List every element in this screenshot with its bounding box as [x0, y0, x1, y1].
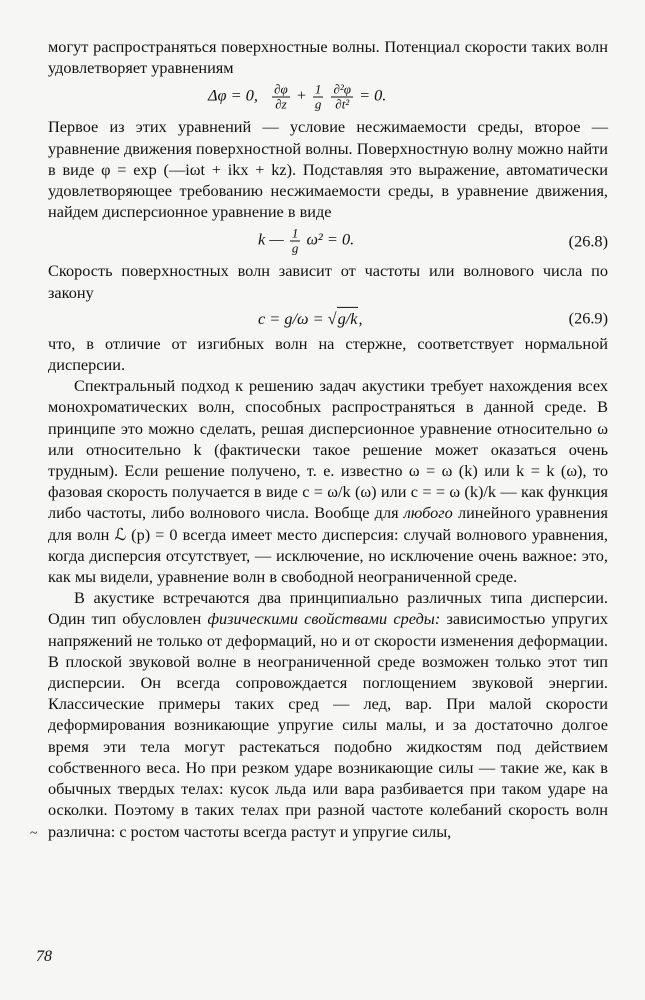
paragraph-4: что, в отличие от изгибных волн на стержне, соответствует нормальной дисперсии. — [48, 333, 608, 375]
paragraph-3: Скорость поверхностных волн зависит от частоты или волнового числа по закону — [48, 261, 608, 302]
eq1-fraction-one-over-g: $\frac{1}{g}$ — [314, 81, 322, 112]
equation-26-9: c = g/ω = √g/k, (26.9) — [258, 308, 608, 328]
italic-emphasis-1: любого — [403, 503, 453, 523]
page-body — [48, 36, 608, 842]
equation-number-26-9: (26.9) — [568, 308, 608, 328]
paragraph-2: Первое из этих уравнений — условие несжимаемости среды, второе — уравнение движения поверхностной волны. Поверхностную волну можно найти в виде φ = exp (—iωt + ikx + kz). Подставляя это выражение, автоматически удовлетворяющее требованию несжимаемости среды, в уравнение движения, найдем дисперсионное уравнение в виде — [48, 117, 608, 222]
eq1-left: Δφ = 0, — [208, 86, 258, 106]
equation-number-26-8: (26.8) — [568, 231, 608, 251]
eq2-fraction-one-over-g: $\frac{1}{g}$ — [291, 225, 299, 256]
sqrt-argument: g/k — [337, 308, 358, 328]
italic-emphasis-2: физическими свойствами среды: — [207, 609, 441, 629]
paragraph-6: В акустике встречаются два принципиально различных типа дисперсии. Один тип обусловлен физическими свойствами среды: зависимостью упругих напряжений не только от деформаций, но и от скорости изменения деформации. В плоской звуковой волне в неограниченной среде возможен только этот тип дисперсии. Он всегда сопровождается поглощением звуковой энергии. Классические примеры таких сред — лед, вар. При малой скорости деформирования возникающие упругие силы малы, и за достаточно долгое время эти тела могут растекаться подобно жидкостям под действием собственного веса. Но при резком ударе возникающие силы — такие же, как в обычных твердых телах: кусок льда или вара разбивается при таком ударе на осколки. Поэтому в таких телах при разной частоте колебаний скорость волн различна: с ростом частоты всегда растут и упругие силы, — [48, 588, 608, 841]
equation-26-8: k — $\frac{1}{g}$ ω² = 0. (26.8) — [258, 225, 608, 256]
paragraph-1: могут распространяться поверхностные волны. Потенциал скорости таких волн удовлетворяет уравнениям — [48, 37, 608, 78]
page-number: 78 — [36, 948, 52, 965]
margin-mark: ~ — [30, 826, 38, 841]
eq1-fraction-dphi-dz: $\frac{\partial\varphi}{\partial z}$ — [274, 81, 288, 112]
equation-laplace: Δφ = 0, $\frac{\partial\varphi}{\partial z}$ + $\frac{1}{g}$ $\frac{\text{∂²φ}}{\text{∂t²}}$ = 0. — [208, 81, 387, 112]
paragraph-5: Спектральный подход к решению задач акустики требует нахождения всех монохроматических волн, способных распространяться в данной среде. В принципе это можно сделать, решая дисперсионное уравнение относительно ω или относительно k (фактически такое решение может оказаться очень трудным). Если решение получено, т. е. известно ω = ω (k) или k = k (ω), то фазовая скорость получается в виде c = ω/k (ω) или c = = ω (k)/k — как функция либо частоты, либо волнового числа. Вообще для любого линейного уравнения для волн ℒ (p) = 0 всегда имеет место дисперсия: случай волнового уравнения, когда дисперсия отсутствует, — исключение, но исключение очень важное: это, как мы видели, уравнение волн в свободной неограниченной среде. — [48, 376, 608, 587]
eq1-fraction-d2phi-dt2: $\frac{\text{∂²φ}}{\text{∂t²}}$ — [333, 81, 351, 112]
